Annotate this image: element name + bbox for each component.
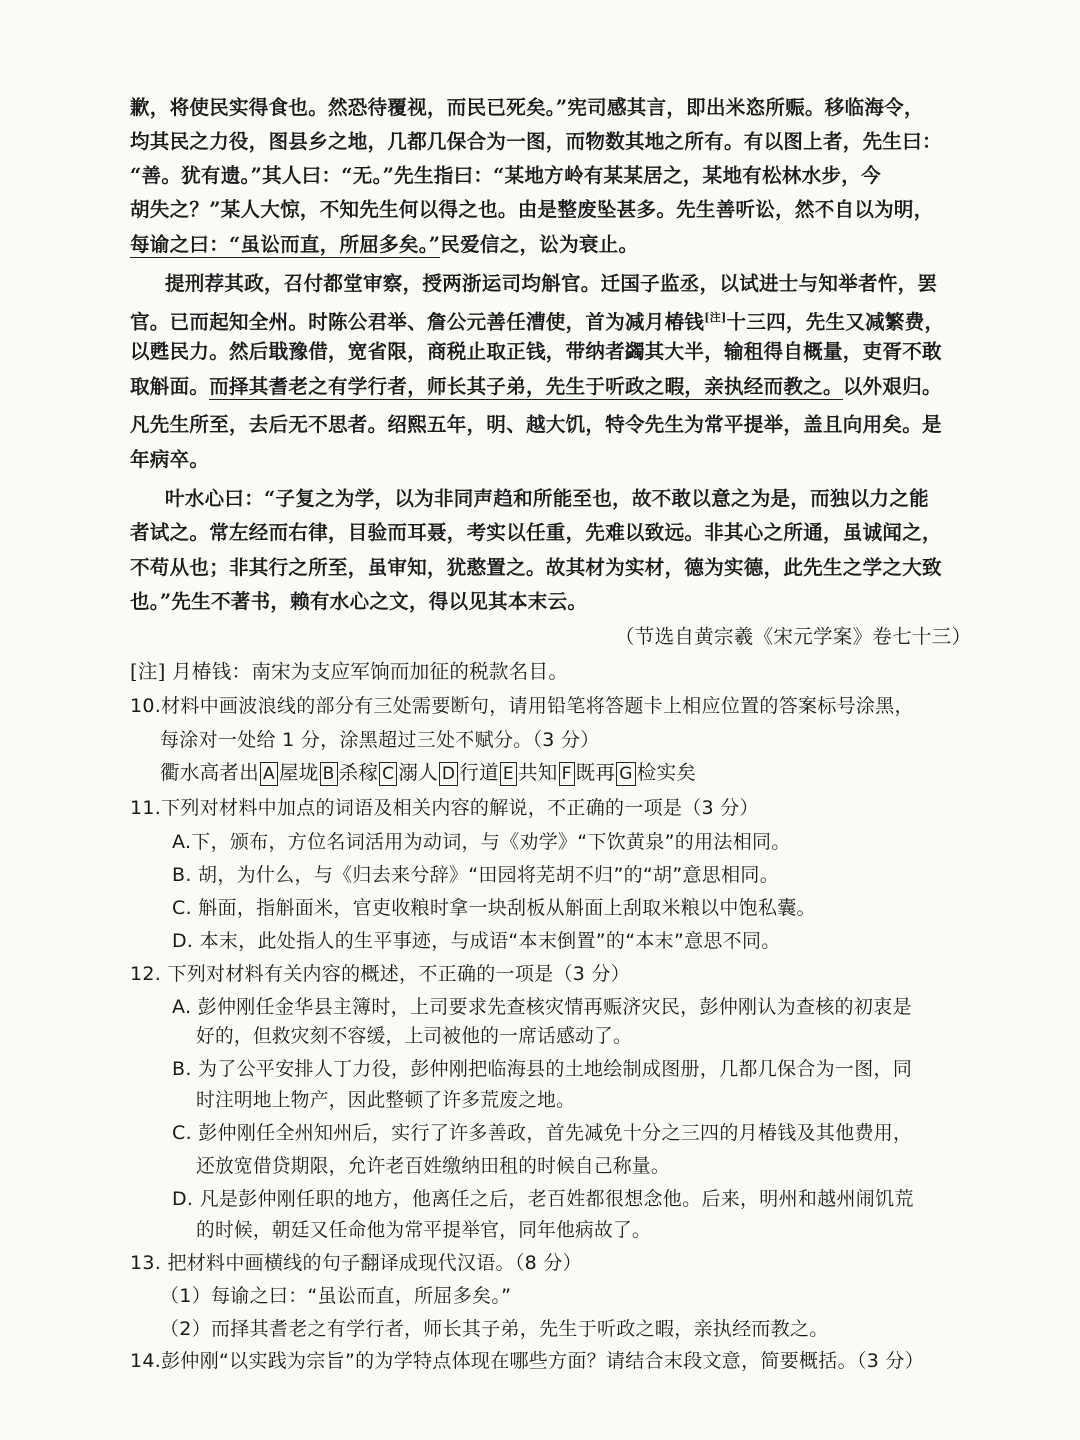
passage-text: 官。已而起知全州。时陈公君举、詹公元善任漕使，首为减月椿钱 [130,310,705,334]
option-text: 溺人 [398,761,438,784]
passage-line [130,370,1010,404]
question-13-item-2: （2）而择其耆老之有学行者，师长其子弟，先生于听政之暇，亲执经而教之。 [160,1318,829,1340]
question-10: 10.材料中画波浪线的部分有三处需要断句，请用铅笔将答题卡上相应位置的答案标号涂黑， [130,695,914,717]
question-11-option-b: B. 胡，为什么，与《归去来兮辞》“田园将芜胡不归”的“胡”意思相同。 [172,864,779,886]
passage-line: 年病卒。 [130,448,210,471]
passage-line [130,301,1010,340]
question-11-option-c: C. 斛面，指斛面米，官吏收粮时拿一块刮板从斛面上刮取米粮以中饱私囊。 [172,897,816,919]
passage-line: 叶水心曰：“子复之为学，以为非同声趋和所能至也，故不敢以意之为是，而独以力之能 [165,487,929,510]
note-marker: [注] [704,311,727,324]
passage-line: 者试之。常左经而右律，目验而耳聂，考实以任重，先难以致远。非其心之所通，虽诚闻之， [130,521,942,544]
question-11-option-d: D. 本末，此处指人的生平事迹，与成语“本末倒置”的“本末”意思不同。 [172,930,781,952]
question-12-option-d: D. 凡是彭仲刚任职的地方，他离任之后，老百姓都很想念他。后来，明州和越州闹饥荒 [172,1188,914,1210]
option-text: 衢水高者出 [160,761,260,784]
question-12-option-a: A. 彭仲刚任金华县主簿时，上司要求先查核灾情再赈济灾民，彭仲刚认为查核的初衷是 [172,996,912,1018]
passage-text: 十三四，先生又减繁费， [726,310,945,334]
option-box-A[interactable]: A [260,762,278,786]
question-12-option-c: C. 彭仲刚任全州知州后，实行了许多善政，首先减免十分之三四的月椿钱及其他费用， [172,1122,913,1144]
question-12-option-b: B. 为了公平安排人丁力役，彭仲刚把临海县的土地绘制成图册，几都几保合为一图，同 [172,1058,913,1080]
option-box-C[interactable]: C [379,762,397,786]
source-citation: （节选自黄宗羲《宋元学案》卷七十三） [615,625,972,648]
passage-line: “善。犹有遗。”其人曰：“无。”先生指曰：“某地方岭有某某居之，某地有松林水步，今 [130,164,881,187]
question-10-scoring: 每涂对一处给 1 分，涂黑超过三处不赋分。（3 分） [160,729,600,751]
passage-line [130,228,1010,262]
passage-line: 也。”先生不著书，赖有水心之文，得以见其本末云。 [130,590,588,613]
underlined-sentence-2: 而择其耆老之有学行者，师长其子弟，先生于听政之暇，亲执经而教之。 [209,375,843,398]
passage-line: 歉，将使民实得食也。然恐待覆视，而民已死矣。”宪司感其言，即出米恣所赈。移临海令， [130,96,924,119]
question-13: 13. 把材料中画横线的句子翻译成现代汉语。（8 分） [130,1252,582,1274]
question-12-option-d-cont: 的时候，朝廷又任命他为常平提举官，同年他病故了。 [196,1219,651,1241]
passage-line: 均其民之力役，图县乡之地，几都几保合为一图，而物数其地之所有。有以图上者，先生曰： [130,130,942,153]
question-12-option-c-cont: 还放宽借贷期限，允许老百姓缴纳田租的时候自己称量。 [196,1155,670,1177]
question-12-option-a-cont: 好的，但救灾刻不容缓，上司被他的一席话感动了。 [196,1025,632,1047]
option-box-E[interactable]: E [500,762,517,786]
option-text: 屋垅 [278,761,319,784]
option-box-B[interactable]: B [320,762,338,786]
question-11-option-a: A.下，颁布，方位名词活用为动词，与《劝学》“下饮黄泉”的用法相同。 [172,831,791,853]
question-14: 14.彭仲刚“以实践为宗旨”的为学特点体现在哪些方面？请结合末段文意，简要概括。（3 分） [130,1350,925,1372]
passage-text: 民爱信之，讼为衰止。 [440,233,639,256]
option-text: 检实矣 [636,761,697,784]
passage-line: 胡失之？”某人大惊，不知先生何以得之也。由是整废坠甚多。先生善听讼，然不自以为明， [130,198,934,221]
passage-text: 取斛面。 [130,375,210,398]
option-box-F[interactable]: F [559,762,575,786]
passage-line: 凡先生所至，去后无不思者。绍熙五年，明、越大饥，特令先生为常平提举，盖且向用矣。是 [130,413,942,436]
question-12-option-b-cont: 时注明地上物产，因此整顿了许多荒废之地。 [196,1089,576,1111]
option-text: 共知 [517,761,558,784]
passage-text: 以外艰归。 [842,375,942,398]
passage-line: 以甦民力。然后戢豫借，宽省限，商税止取正钱，带纳者蠲其大半，输租得自概量，吏胥不敢 [130,340,942,363]
option-box-G[interactable]: G [616,762,635,786]
footnote: [注] 月椿钱：南宋为支应军饷而加征的税款名目。 [130,660,569,683]
passage-line: 提刑荐其政，召付都堂审察，授两浙运司均斛官。迁国子监丞，以试进士与知举者忤，罢 [165,272,938,295]
question-10-options [160,756,1040,790]
question-13-item-1: （1）每谕之曰：“虽讼而直，所屈多矣。” [160,1285,512,1307]
option-text: 行道 [459,761,499,784]
passage-line: 不苟从也；非其行之所至，虽审知，犹憨置之。故其材为实材，德为实德，此先生之学之大致 [130,556,942,579]
underlined-sentence-1: 每谕之曰：“虽讼而直，所屈多矣。” [130,233,441,256]
option-box-D[interactable]: D [439,762,458,786]
question-11: 11.下列对材料中加点的词语及相关内容的解说，不正确的一项是（3 分） [130,797,759,819]
option-text: 既再 [575,761,616,784]
question-12: 12. 下列对材料有关内容的概述，不正确的一项是（3 分） [130,963,631,985]
option-text: 杀稼 [338,761,379,784]
